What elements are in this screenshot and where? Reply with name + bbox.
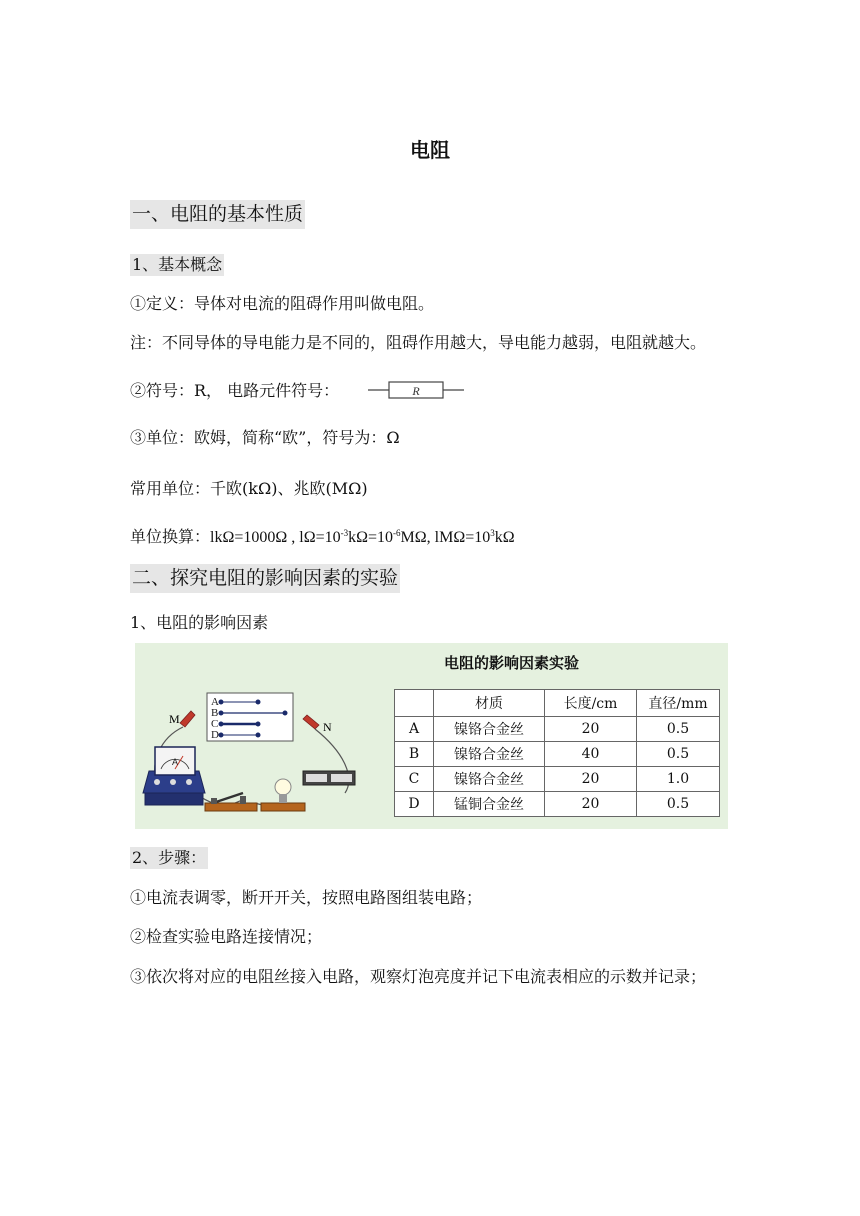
conversion-part-b: kΩ=10 xyxy=(348,529,394,546)
table-row xyxy=(395,792,720,817)
table-cell: 40 xyxy=(545,742,637,767)
table-row xyxy=(395,742,720,767)
ammeter-icon xyxy=(143,747,205,805)
step-3: ③依次将对应的电阻丝接入电路，观察灯泡亮度并记下电流表相应的示数并记录； xyxy=(130,967,707,986)
wire-label-c: C xyxy=(211,718,219,730)
battery-icon xyxy=(303,771,355,785)
table-cell: 20 xyxy=(545,717,637,742)
table-cell: 1.0 xyxy=(637,767,720,792)
table-row xyxy=(395,717,720,742)
resistor-label: R xyxy=(412,384,420,398)
section-heading-2: 二、探究电阻的影响因素的实验 xyxy=(130,564,400,593)
common-units-text: 常用单位：千欧(kΩ)、兆欧(MΩ) xyxy=(130,479,368,498)
table-header: 材质 xyxy=(434,690,545,717)
table-cell: 0.5 xyxy=(637,717,720,742)
table-header: 长度/cm xyxy=(545,690,637,717)
experiment-figure xyxy=(135,643,728,829)
table-row xyxy=(395,767,720,792)
page-title: 电阻 xyxy=(410,138,450,162)
subheading-steps: 2、步骤： xyxy=(132,848,207,867)
definition-text: ①定义：导体对电流的阻碍作用叫做电阻。 xyxy=(130,294,435,313)
table-cell: 0.5 xyxy=(637,792,720,817)
bulb-icon xyxy=(261,779,305,811)
symbol-text: ②符号：R， 电路元件符号： xyxy=(130,381,340,400)
circuit-illustration xyxy=(135,643,394,829)
table-cell: 镍铬合金丝 xyxy=(434,717,545,742)
note-text: 注：不同导体的导电能力是不同的，阻碍作用越大，导电能力越弱，电阻就越大。 xyxy=(130,333,707,352)
subheading-factors: 1、电阻的影响因素 xyxy=(130,613,269,632)
clip-n-label: N xyxy=(323,720,332,734)
wire-label-b: B xyxy=(211,707,219,719)
step-2: ②检查实验电路连接情况； xyxy=(130,927,323,946)
table-cell: A xyxy=(395,717,434,742)
wire-label-d: D xyxy=(211,729,219,741)
subheading-basic-concept: 1、基本概念 xyxy=(132,255,223,274)
unit-text: ③单位：欧姆，简称“欧”，符号为：Ω xyxy=(130,428,400,447)
table-header: 直径/mm xyxy=(637,690,720,717)
table-cell: D xyxy=(395,792,434,817)
table-header xyxy=(395,690,434,717)
table-cell: C xyxy=(395,767,434,792)
table-cell: 锰铜合金丝 xyxy=(434,792,545,817)
experiment-table xyxy=(394,689,720,817)
conversion-part-a: 单位换算：lkΩ=1000Ω , lΩ=10 xyxy=(130,529,341,546)
table-header-row xyxy=(395,690,720,717)
figure-title: 电阻的影响因素实验 xyxy=(443,654,579,672)
conversion-exp-c: 3 xyxy=(490,528,495,538)
resistor-symbol-icon xyxy=(368,379,464,401)
conversion-part-c: MΩ, lMΩ=10 xyxy=(400,529,491,546)
clip-n-icon xyxy=(303,715,319,729)
clip-m-icon xyxy=(180,711,195,727)
table-cell: 0.5 xyxy=(637,742,720,767)
conversion-text xyxy=(130,522,515,549)
switch-icon xyxy=(205,793,257,811)
table-cell: 镍铬合金丝 xyxy=(434,767,545,792)
ammeter-label: A xyxy=(172,757,179,767)
clip-m-label: M xyxy=(169,712,180,726)
section-heading-1: 一、电阻的基本性质 xyxy=(130,200,305,229)
conversion-exp-a: -3 xyxy=(340,528,349,538)
table-cell: 20 xyxy=(545,767,637,792)
conversion-part-d: kΩ xyxy=(494,529,515,546)
conversion-exp-b: -6 xyxy=(393,528,401,538)
step-1: ①电流表调零，断开开关，按照电路图组装电路； xyxy=(130,888,483,907)
table-cell: 镍铬合金丝 xyxy=(434,742,545,767)
table-cell: 20 xyxy=(545,792,637,817)
table-cell: B xyxy=(395,742,434,767)
wire-label-a: A xyxy=(211,696,219,708)
